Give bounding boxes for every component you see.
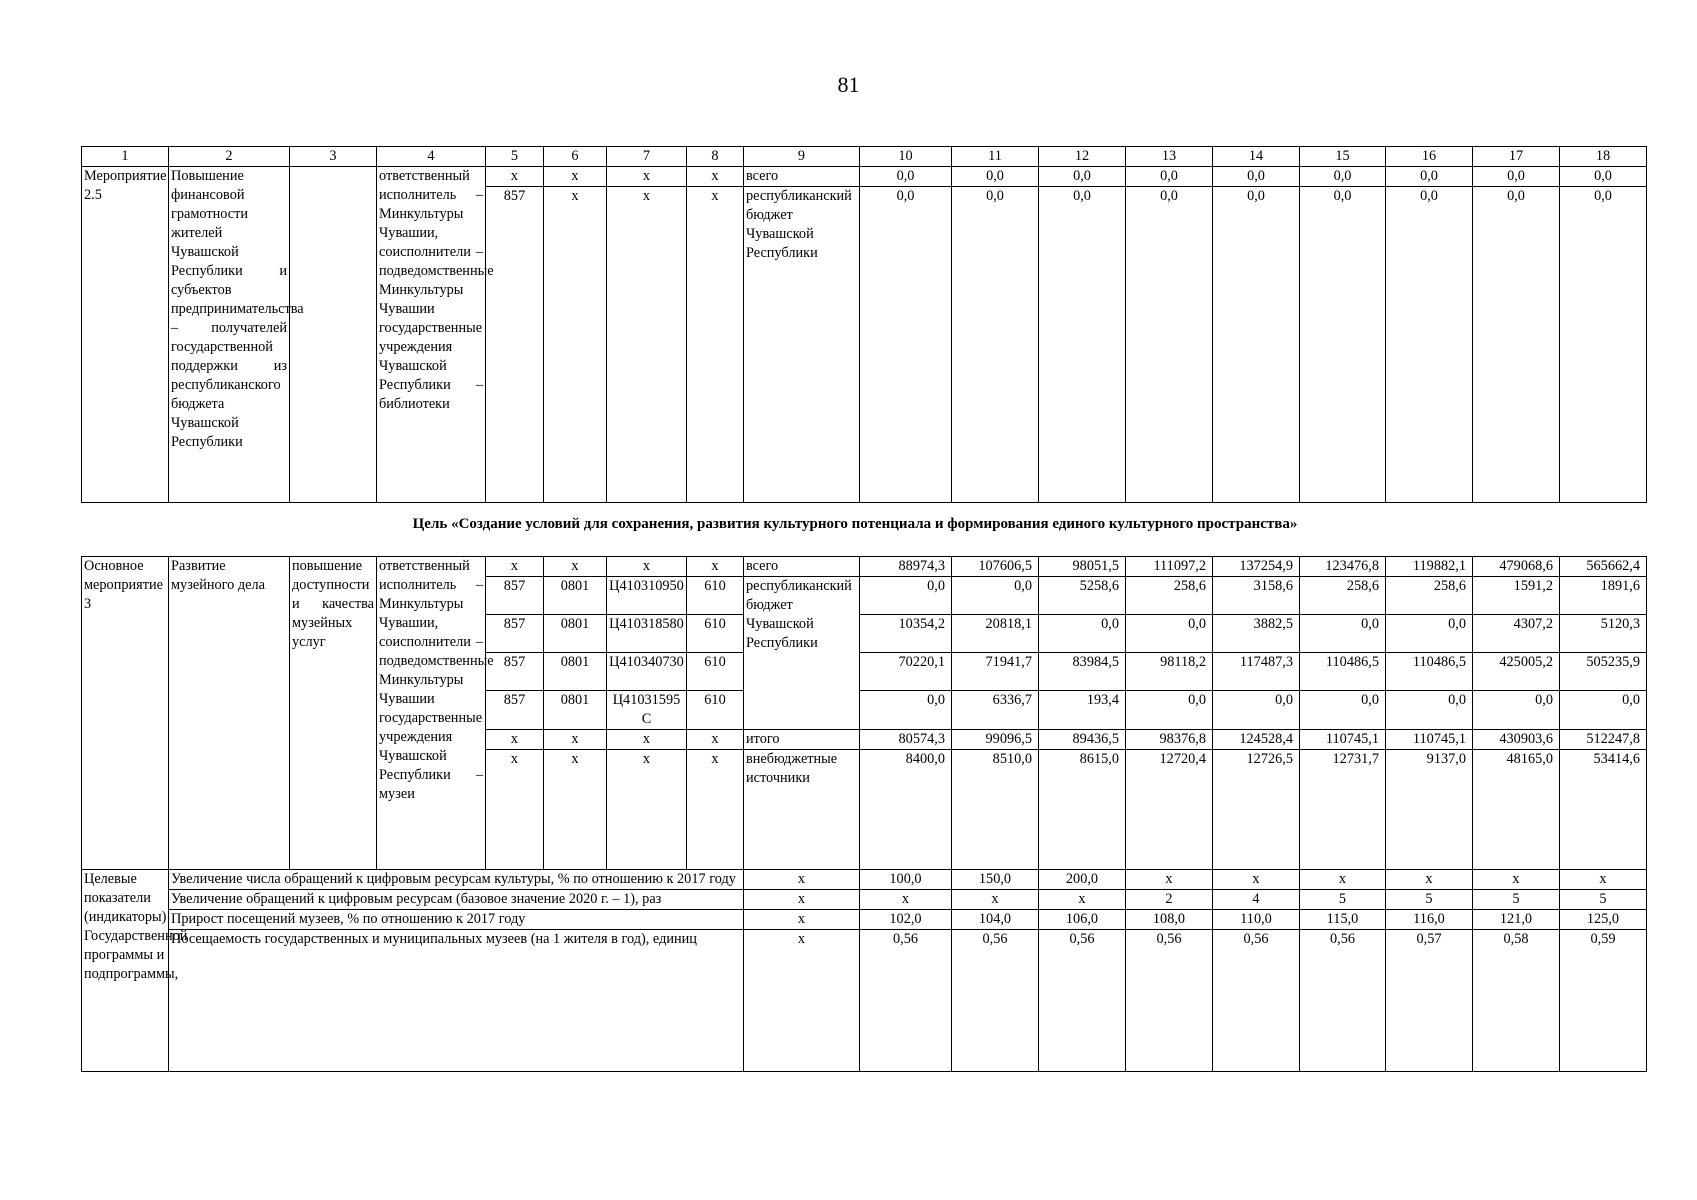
value-cell: 0,0	[1300, 615, 1386, 653]
cell-col6: х	[544, 167, 607, 187]
value-cell: 125,0	[1560, 910, 1647, 930]
value-cell: 0,59	[1560, 930, 1647, 1072]
value-cell: 512247,8	[1560, 730, 1647, 750]
value-cell: 108,0	[1126, 910, 1213, 930]
col-10: 10	[860, 147, 952, 167]
value-cell: 0,56	[860, 930, 952, 1072]
value-cell: 0,0	[860, 691, 952, 730]
funding-source: итого	[744, 730, 860, 750]
value-cell: 110486,5	[1300, 653, 1386, 691]
value-cell: 20818,1	[952, 615, 1039, 653]
value-cell: 5258,6	[1039, 577, 1126, 615]
cell-col5: 857	[486, 577, 544, 615]
col-15: 15	[1300, 147, 1386, 167]
value-cell: 0,0	[860, 187, 952, 503]
col-5: 5	[486, 147, 544, 167]
value-cell: 99096,5	[952, 730, 1039, 750]
cell-col6: 0801	[544, 577, 607, 615]
cell-col8: х	[687, 750, 744, 870]
value-cell: 150,0	[952, 870, 1039, 890]
col-11: 11	[952, 147, 1039, 167]
cell-col6: х	[544, 730, 607, 750]
cell-col7: х	[607, 557, 687, 577]
value-cell: 5120,3	[1560, 615, 1647, 653]
value-cell: 107606,5	[952, 557, 1039, 577]
cell-col6: х	[544, 187, 607, 503]
value-cell: 0,56	[1300, 930, 1386, 1072]
value-cell: 0,0	[1126, 187, 1213, 503]
value-cell: 0,0	[1300, 691, 1386, 730]
value-cell: 5	[1300, 890, 1386, 910]
budget-table-measure-2-5	[81, 146, 1647, 503]
value-cell: 0,0	[1386, 691, 1473, 730]
funding-source: республиканский бюджет Чувашской Республики	[744, 187, 860, 503]
value-cell: х	[1300, 870, 1386, 890]
value-cell: 106,0	[1039, 910, 1126, 930]
value-cell: 98051,5	[1039, 557, 1126, 577]
value-cell: 0,0	[1560, 167, 1647, 187]
col-17: 17	[1473, 147, 1560, 167]
value-cell: 0,0	[1300, 167, 1386, 187]
cell-col6: 0801	[544, 691, 607, 730]
value-cell: 0,0	[1300, 187, 1386, 503]
cell-col7: Ц410310950	[607, 577, 687, 615]
value-cell: х	[952, 890, 1039, 910]
cell-col6: х	[544, 750, 607, 870]
value-cell: 70220,1	[860, 653, 952, 691]
cell-col7: Ц41031595С	[607, 691, 687, 730]
value-cell: 193,4	[1039, 691, 1126, 730]
value-cell: 425005,2	[1473, 653, 1560, 691]
value-cell: 98376,8	[1126, 730, 1213, 750]
value-cell: 110745,1	[1300, 730, 1386, 750]
value-cell: 53414,6	[1560, 750, 1647, 870]
value-cell: 565662,4	[1560, 557, 1647, 577]
cell-col5: 857	[486, 615, 544, 653]
value-cell: х	[1039, 890, 1126, 910]
cell-col8: 610	[687, 615, 744, 653]
value-cell: 0,0	[1039, 167, 1126, 187]
value-cell: 0,0	[1126, 167, 1213, 187]
value-cell: 200,0	[1039, 870, 1126, 890]
value-cell: 102,0	[860, 910, 952, 930]
measure-result	[290, 167, 377, 503]
table-row	[82, 167, 1647, 187]
indicator-col9: х	[744, 870, 860, 890]
cell-col5: х	[486, 557, 544, 577]
value-cell: 117487,3	[1213, 653, 1300, 691]
col-2: 2	[169, 147, 290, 167]
value-cell: 5	[1560, 890, 1647, 910]
value-cell: 8615,0	[1039, 750, 1126, 870]
value-cell: 10354,2	[860, 615, 952, 653]
indicator-row	[82, 930, 1647, 1072]
indicator-col9: х	[744, 930, 860, 1072]
cell-col8: 610	[687, 691, 744, 730]
col-1: 1	[82, 147, 169, 167]
col-12: 12	[1039, 147, 1126, 167]
value-cell: 4	[1213, 890, 1300, 910]
col-3: 3	[290, 147, 377, 167]
value-cell: 12726,5	[1213, 750, 1300, 870]
value-cell: 0,0	[1213, 187, 1300, 503]
col-16: 16	[1386, 147, 1473, 167]
value-cell: 0,0	[860, 167, 952, 187]
indicator-col9: х	[744, 910, 860, 930]
page-number: 81	[837, 72, 860, 97]
col-14: 14	[1213, 147, 1300, 167]
funding-source: внебюджетные источники	[744, 750, 860, 870]
cell-col5: 857	[486, 653, 544, 691]
funding-source: республиканский бюджет Чувашской Республики	[744, 577, 860, 730]
value-cell: 0,0	[1213, 691, 1300, 730]
value-cell: 5	[1473, 890, 1560, 910]
indicators-label: Целевые показатели (индикаторы) Государственной программы и подпрограммы,	[82, 870, 169, 1072]
value-cell: 116,0	[1386, 910, 1473, 930]
value-cell: 0,57	[1386, 930, 1473, 1072]
col-7: 7	[607, 147, 687, 167]
value-cell: 0,0	[1386, 167, 1473, 187]
cell-col5: 857	[486, 187, 544, 503]
col-4: 4	[377, 147, 486, 167]
value-cell: 119882,1	[1386, 557, 1473, 577]
goal-heading: Цель «Создание условий для сохранения, развития культурного потенциала и формирования единого культурного пространства»	[412, 516, 1298, 532]
main-measure-result: повышение доступности и качества музейных услуг	[290, 557, 377, 870]
cell-col5: 857	[486, 691, 544, 730]
value-cell: 0,58	[1473, 930, 1560, 1072]
value-cell: 0,0	[1473, 691, 1560, 730]
value-cell: 0,0	[952, 577, 1039, 615]
cell-col5: х	[486, 730, 544, 750]
indicator-name: Посещаемость государственных и муниципальных музеев (на 1 жителя в год), единиц	[169, 930, 744, 1072]
value-cell: 111097,2	[1126, 557, 1213, 577]
cell-col7: х	[607, 167, 687, 187]
indicator-name: Увеличение числа обращений к цифровым ресурсам культуры, % по отношению к 2017 году	[169, 870, 744, 890]
col-6: 6	[544, 147, 607, 167]
value-cell: 5	[1386, 890, 1473, 910]
value-cell: 0,56	[1126, 930, 1213, 1072]
cell-col8: х	[687, 167, 744, 187]
value-cell: х	[1213, 870, 1300, 890]
value-cell: 1891,6	[1560, 577, 1647, 615]
value-cell: 1591,2	[1473, 577, 1560, 615]
value-cell: 88974,3	[860, 557, 952, 577]
value-cell: 0,0	[1126, 691, 1213, 730]
value-cell: 0,56	[1213, 930, 1300, 1072]
value-cell: х	[1560, 870, 1647, 890]
indicator-name: Прирост посещений музеев, % по отношению к 2017 году	[169, 910, 744, 930]
col-9: 9	[744, 147, 860, 167]
value-cell: 4307,2	[1473, 615, 1560, 653]
cell-col5: х	[486, 750, 544, 870]
value-cell: х	[1473, 870, 1560, 890]
value-cell: 98118,2	[1126, 653, 1213, 691]
main-measure-executor: ответственный исполнитель – Минкультуры Чувашии, соисполнители – подведомственные Минкультуры Чувашии государственные учреждения Чувашской Республики – музеи	[377, 557, 486, 870]
value-cell: 8510,0	[952, 750, 1039, 870]
value-cell: 3158,6	[1213, 577, 1300, 615]
measure-executor: ответственный исполнитель – Минкультуры Чувашии, соисполнители – подведомственные Минкультуры Чувашии государственные учреждения Чувашской Республики – библиотеки	[377, 167, 486, 503]
value-cell: х	[860, 890, 952, 910]
value-cell: 0,0	[1126, 615, 1213, 653]
value-cell: 110745,1	[1386, 730, 1473, 750]
value-cell: 0,0	[1560, 187, 1647, 503]
value-cell: 0,0	[1386, 615, 1473, 653]
cell-col7: х	[607, 187, 687, 503]
cell-col8: х	[687, 730, 744, 750]
value-cell: 0,56	[952, 930, 1039, 1072]
value-cell: 479068,6	[1473, 557, 1560, 577]
cell-col8: х	[687, 187, 744, 503]
value-cell: 8400,0	[860, 750, 952, 870]
value-cell: 12731,7	[1300, 750, 1386, 870]
value-cell: х	[1386, 870, 1473, 890]
col-8: 8	[687, 147, 744, 167]
value-cell: 505235,9	[1560, 653, 1647, 691]
value-cell: 0,0	[1039, 187, 1126, 503]
value-cell: 0,0	[952, 167, 1039, 187]
value-cell: 115,0	[1300, 910, 1386, 930]
value-cell: 0,0	[1213, 167, 1300, 187]
cell-col6: 0801	[544, 615, 607, 653]
main-measure-name: Основное мероприятие 3	[82, 557, 169, 870]
value-cell: 258,6	[1300, 577, 1386, 615]
cell-col6: 0801	[544, 653, 607, 691]
value-cell: 0,0	[860, 577, 952, 615]
value-cell: 0,56	[1039, 930, 1126, 1072]
value-cell: 83984,5	[1039, 653, 1126, 691]
value-cell: 137254,9	[1213, 557, 1300, 577]
value-cell: 100,0	[860, 870, 952, 890]
indicator-name: Увеличение обращений к цифровым ресурсам (базовое значение 2020 г. – 1), раз	[169, 890, 744, 910]
value-cell: х	[1126, 870, 1213, 890]
cell-col7: Ц410340730	[607, 653, 687, 691]
cell-col6: х	[544, 557, 607, 577]
main-measure-title: Развитие музейного дела	[169, 557, 290, 870]
value-cell: 0,0	[1473, 187, 1560, 503]
col-13: 13	[1126, 147, 1213, 167]
cell-col7: х	[607, 730, 687, 750]
value-cell: 71941,7	[952, 653, 1039, 691]
value-cell: 6336,7	[952, 691, 1039, 730]
indicator-row	[82, 870, 1647, 890]
table-row	[82, 557, 1647, 577]
value-cell: 89436,5	[1039, 730, 1126, 750]
value-cell: 110,0	[1213, 910, 1300, 930]
value-cell: 0,0	[1473, 167, 1560, 187]
cell-col8: 610	[687, 577, 744, 615]
funding-source: всего	[744, 557, 860, 577]
value-cell: 2	[1126, 890, 1213, 910]
budget-table-main-measure-3	[81, 556, 1647, 1072]
value-cell: 48165,0	[1473, 750, 1560, 870]
value-cell: 3882,5	[1213, 615, 1300, 653]
value-cell: 0,0	[952, 187, 1039, 503]
value-cell: 430903,6	[1473, 730, 1560, 750]
value-cell: 121,0	[1473, 910, 1560, 930]
col-18: 18	[1560, 147, 1647, 167]
indicator-col9: х	[744, 890, 860, 910]
cell-col7: Ц410318580	[607, 615, 687, 653]
value-cell: 0,0	[1386, 187, 1473, 503]
value-cell: 0,0	[1560, 691, 1647, 730]
funding-source: всего	[744, 167, 860, 187]
measure-name: Мероприятие 2.5	[82, 167, 169, 503]
value-cell: 104,0	[952, 910, 1039, 930]
value-cell: 123476,8	[1300, 557, 1386, 577]
indicator-row	[82, 910, 1647, 930]
cell-col5: х	[486, 167, 544, 187]
cell-col8: х	[687, 557, 744, 577]
value-cell: 258,6	[1126, 577, 1213, 615]
value-cell: 9137,0	[1386, 750, 1473, 870]
column-number-row	[82, 147, 1647, 167]
value-cell: 258,6	[1386, 577, 1473, 615]
value-cell: 124528,4	[1213, 730, 1300, 750]
indicator-row	[82, 890, 1647, 910]
value-cell: 110486,5	[1386, 653, 1473, 691]
value-cell: 0,0	[1039, 615, 1126, 653]
cell-col7: х	[607, 750, 687, 870]
value-cell: 12720,4	[1126, 750, 1213, 870]
cell-col8: 610	[687, 653, 744, 691]
measure-title: Повышение финансовой грамотности жителей Чувашской Республики и субъектов предпринимательства – получателей государственной поддержки из республиканского бюджета Чувашской Республики	[169, 167, 290, 503]
value-cell: 80574,3	[860, 730, 952, 750]
